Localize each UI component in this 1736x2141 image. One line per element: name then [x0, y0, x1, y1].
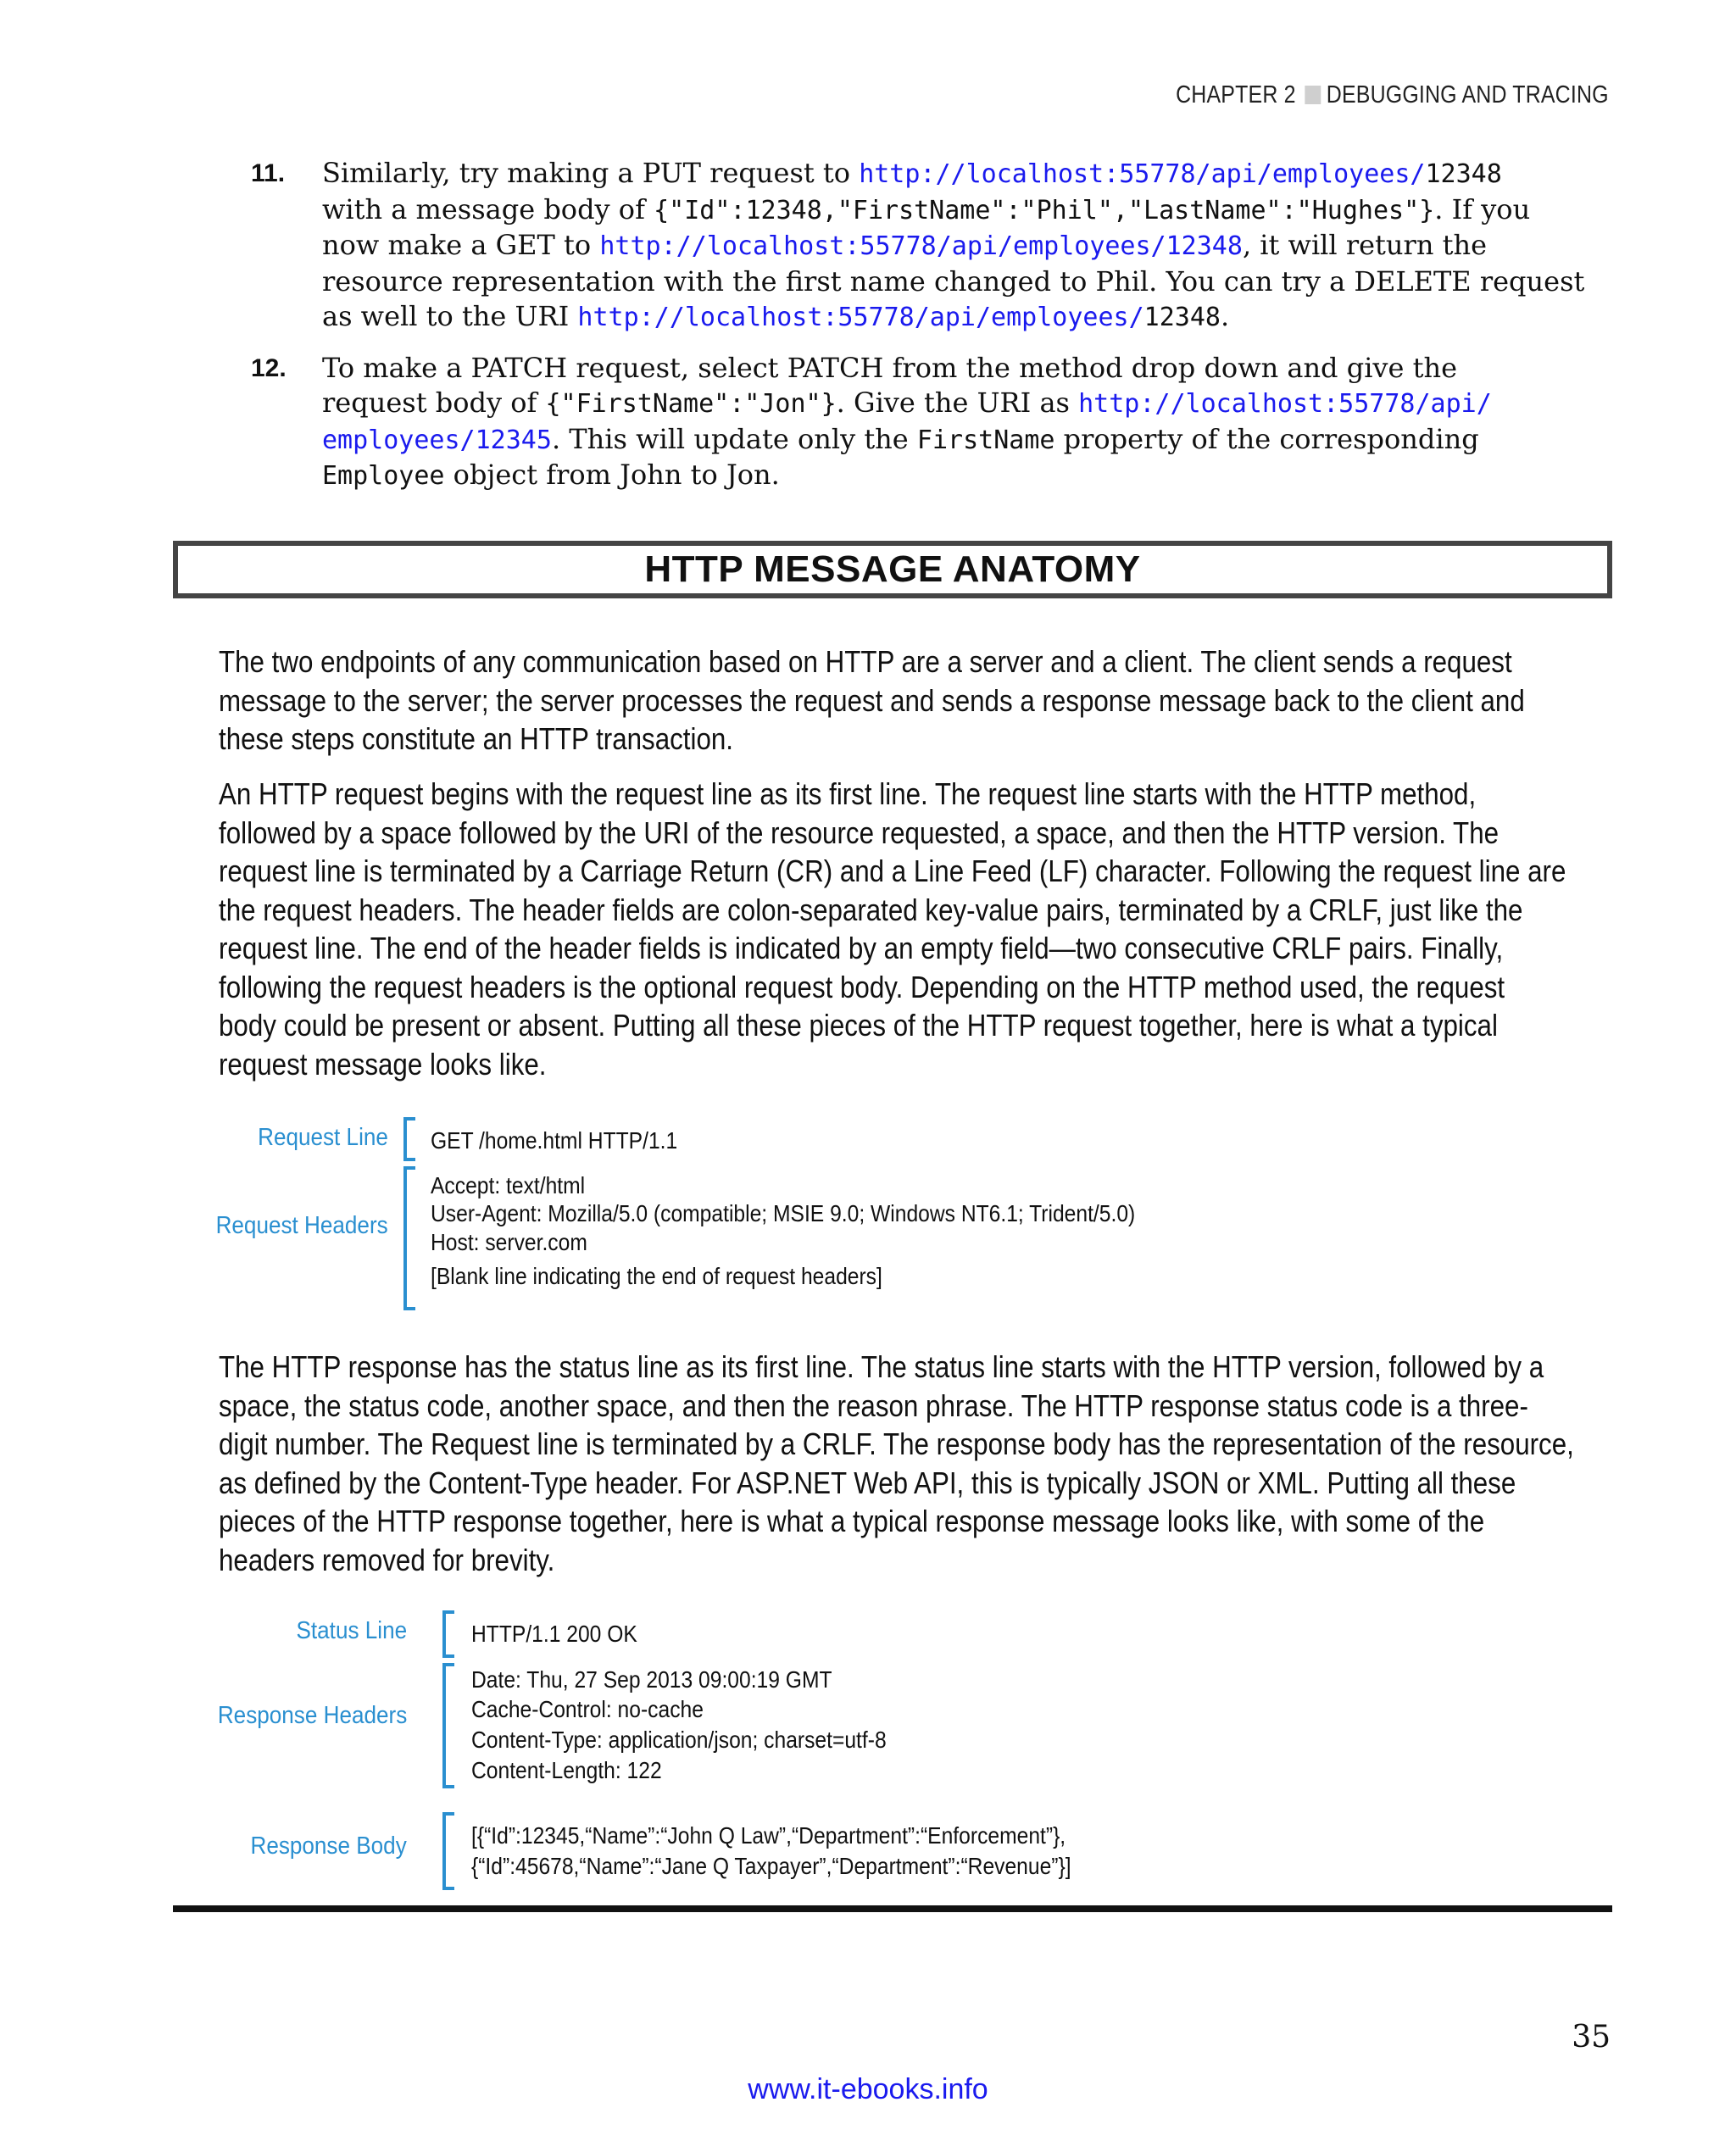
status-line-text: HTTP/1.1 200 OK — [471, 1621, 637, 1647]
list-item-number: 11. — [251, 159, 286, 187]
request-line-bracket — [403, 1117, 415, 1161]
list-item-line — [322, 264, 1585, 300]
body-text: resource representation with the first name changed to Phil. You can try a DELETE request — [322, 264, 1585, 298]
response-body-line: {“Id”:45678,“Name”:“Jane Q Taxpayer”,“Department”:“Revenue”}] — [471, 1853, 1071, 1879]
body-text: . Give the URI as — [836, 386, 1079, 419]
paragraph-line: following the request headers is the optional request body. Depending on the HTTP method used, the request — [219, 969, 1505, 1004]
request-line-label: Request Line — [258, 1124, 388, 1151]
response-body-bracket — [442, 1812, 454, 1890]
body-text: To make a PATCH request, select PATCH from the method drop down and give the — [322, 351, 1458, 384]
body-text: . This will update only the — [551, 422, 917, 455]
paragraph-line: The two endpoints of any communication based on HTTP are a server and a client. The client sends a request — [219, 644, 1512, 679]
list-item-line — [322, 458, 1448, 494]
paragraph-line: request message looks like. — [219, 1046, 547, 1082]
code-text: 12348 — [1425, 159, 1502, 189]
body-text: , it will return the — [1242, 229, 1487, 261]
response-header-line: Date: Thu, 27 Sep 2013 09:00:19 GMT — [471, 1666, 832, 1693]
response-headers-bracket — [442, 1663, 454, 1788]
body-text: property of the corresponding — [1054, 422, 1479, 455]
paragraph-line: followed by a space followed by the URI of the resource requested, a space, and then the HTTP version. The — [219, 815, 1500, 850]
url-link[interactable]: employees/12345 — [322, 425, 552, 455]
body-text: now make a GET to — [322, 229, 600, 261]
paragraph-line: message to the server; the server processes the request and sends a response message back to the client and — [219, 682, 1525, 718]
response-header-line: Cache-Control: no-cache — [471, 1696, 704, 1722]
code-text: {"FirstName":"Jon"} — [545, 389, 837, 419]
separator-square-icon — [1305, 86, 1321, 104]
paragraph-intro — [219, 642, 1634, 759]
body-text: as well to the URI — [322, 300, 578, 332]
list-item-line — [322, 386, 1492, 422]
paragraph-line: the request headers. The header fields are colon-separated key-value pairs, terminated by a CRLF, just like the — [219, 892, 1523, 927]
body-text: Similarly, try making a PUT request to — [322, 157, 860, 189]
paragraph-line: these steps constitute an HTTP transaction. — [219, 721, 734, 756]
status-line-bracket — [442, 1610, 454, 1658]
chapter-label: CHAPTER 2 — [1176, 81, 1296, 108]
list-item-line — [322, 156, 1502, 192]
request-headers-label: Request Headers — [215, 1212, 388, 1239]
body-text: object from John to Jon. — [444, 459, 780, 491]
chapter-title: DEBUGGING AND TRACING — [1327, 81, 1609, 108]
response-body-label: Response Body — [250, 1832, 407, 1860]
paragraph-line: An HTTP request begins with the request line as its first line. The request line starts with the HTTP method, — [219, 776, 1477, 811]
paragraph-line: request line is terminated by a Carriage Return (CR) and a Line Feed (LF) character. Following the request line are — [219, 854, 1566, 888]
request-header-line: Host: server.com — [431, 1229, 587, 1255]
body-text: with a message body of — [322, 192, 654, 225]
paragraph-line: pieces of the HTTP response together, here is what a typical response message looks like, with some of the — [219, 1504, 1485, 1538]
code-text: FirstName — [916, 425, 1055, 455]
list-item-number: 12. — [251, 353, 287, 382]
sidebar-title: HTTP MESSAGE ANATOMY — [644, 548, 1141, 590]
request-header-line: User-Agent: Mozilla/5.0 (compatible; MSIE 9.0; Windows NT6.1; Trident/5.0) — [431, 1200, 1136, 1226]
paragraph-line: request line. The end of the header fields is indicated by an empty field—two consecutive CRLF pairs. Finally, — [219, 931, 1504, 965]
url-link[interactable]: http://localhost:55778/api/ — [1078, 389, 1492, 419]
paragraph-line: headers removed for brevity. — [219, 1542, 555, 1577]
list-item-line — [322, 299, 1448, 336]
response-header-line: Content-Length: 122 — [471, 1757, 662, 1783]
request-header-line: [Blank line indicating the end of request headers] — [431, 1263, 882, 1289]
list-item-line — [322, 228, 1487, 264]
code-text: Employee — [322, 461, 445, 491]
url-link[interactable]: http://localhost:55778/api/employees/12348 — [599, 231, 1243, 261]
code-text: 12348 — [1143, 303, 1221, 332]
body-text: . If you — [1434, 192, 1531, 225]
url-link[interactable]: http://localhost:55778/api/employees/ — [577, 303, 1144, 332]
status-line-label: Status Line — [296, 1617, 407, 1644]
paragraph-response — [219, 1348, 1634, 1579]
paragraph-line: The HTTP response has the status line as its first line. The status line starts with the HTTP version, followed by a — [219, 1349, 1544, 1384]
body-text: request body of — [322, 386, 546, 419]
list-item — [251, 351, 1492, 494]
request-header-line: Accept: text/html — [431, 1172, 586, 1198]
sidebar-bottom-rule — [173, 1905, 1612, 1912]
response-body-line: [{“Id”:12345,“Name”:“John Q Law”,“Department”:“Enforcement”}, — [471, 1822, 1066, 1849]
footer-link[interactable]: www.it-ebooks.info — [748, 2073, 988, 2105]
response-header-line: Content-Type: application/json; charset=utf-8 — [471, 1727, 887, 1753]
list-item-line — [322, 192, 1531, 229]
url-link[interactable]: http://localhost:55778/api/employees/ — [859, 159, 1426, 189]
paragraph-line: body could be present or absent. Putting all these pieces of the HTTP request together, here is what a typical — [219, 1008, 1498, 1043]
request-line-text: GET /home.html HTTP/1.1 — [431, 1127, 678, 1154]
paragraph-request — [219, 775, 1634, 1083]
request-headers-bracket — [403, 1166, 415, 1310]
list-item — [251, 156, 1585, 336]
paragraph-line: digit number. The Request line is terminated by a CRLF. The response body has the representation of the resource, — [219, 1426, 1574, 1461]
page-number: 35 — [1572, 2020, 1611, 2055]
numbered-step-list — [251, 156, 1585, 509]
list-item-line — [322, 351, 1458, 386]
code-text: {"Id":12348,"FirstName":"Phil","LastName":"Hughes"} — [654, 195, 1435, 225]
response-headers-label: Response Headers — [217, 1702, 407, 1729]
paragraph-line: as defined by the Content-Type header. For ASP.NET Web API, this is typically JSON or XML. Putting all these — [219, 1465, 1516, 1500]
running-header — [1176, 81, 1609, 109]
paragraph-line: space, the status code, another space, and then the reason phrase. The HTTP response status code is a three- — [219, 1387, 1528, 1423]
list-item-line — [322, 422, 1479, 459]
body-text: . — [1220, 300, 1230, 332]
